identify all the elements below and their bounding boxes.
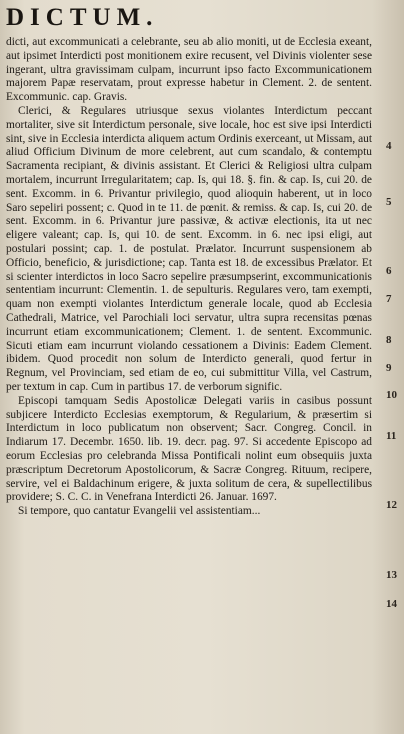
body-text [6,36,372,519]
margin-number: 11 [386,430,397,442]
running-head: DICTUM. [6,4,159,31]
margin-numbers [384,0,404,734]
margin-number: 10 [386,389,397,401]
margin-number: 9 [386,362,392,374]
margin-number: 6 [386,265,392,277]
margin-number: 5 [386,196,392,208]
paragraph-2: Clerici, & Regulares utriusque sexus violantes Interdictum peccant mortaliter, sive sit Interdictum personale, sive locale, hoc est sive ipsi Interdicti sint, sive in Ecclesia interdicta aliquem actum Ordinis exerceant, ut Missam, aut aliud Officium Divinum de more celebrent, aut cum scandalo, & contemptu Sacramenta recipiant, & divinis assistant. Et Clerici & Religiosi ultra culpam mortalem, incurrunt Irregularitatem; cap. Is, qui 18. §. fin. & cap. Is, cui 20. de sent. Excomm. in 6. Privantur privilegio, quod alioquin haberent, ut in loco Saro sepeliri possent; c. Quod in te 11. de pœnit. & remiss. & cap. Is, cui 20. de sent. Excomm. in 6. Privantur jure passivæ, & activæ electionis, ita ut nec eligere valeant; cap. Is, qui 10. de sent. Excomm. in 6. nec ipsi eligi, aut postulari possint; cap. 1. de postulat. Prælator. Incurrunt suspensionem ab Officio, beneficio, & jurisdictione; cap. Tanta est 18. de excessibus Prælator. Et si scienter interdictos in loco Sacro sepelire præsumpserint, excommunicationis sententiam incurrunt: Clementin. 1. de sepulturis. Regulares vero, tam exempti, quam non exempti violantes Interdictum generale locale, quod ab Ecclesia Cathedrali, Matrice, vel Parochiali loci servatur, ultra supra recensitas pœnas incurrunt etiam excommunicationem; Clement. 1. de sentent. Excommunic. Sicuti etiam eam incurrunt violando cessationem a Divinis: Eadem Clement. ibidem. Quod procedit non solum de Interdicto generali, quod fertur in Regnum, vel Provinciam, sed etiam de eo, cui submittitur Villa, vel Castrum, per textum in cap. Cum in partibus 17. de verborum signific. [6,104,372,393]
margin-number: 7 [386,293,392,305]
margin-number: 12 [386,499,397,511]
margin-number: 8 [386,334,392,346]
margin-number: 13 [386,569,397,581]
paragraph-4: Si tempore, quo cantatur Evangelii vel assistentiam... [18,505,261,518]
margin-number: 14 [386,598,397,610]
paragraph-3: Episcopi tamquam Sedis Apostolicæ Delegati variis in casibus possunt subjicere Interdicto Ecclesias exemptorum, & Regularium, & præsertim si Interdictum in loco publicatum non observent; Sacr. Congreg. Concil. in Indiarum 17. Decembr. 1650. lib. 19. decr. pag. 97. Si accedente Episcopo ad eorum Ecclesias pro celebranda Missa Pontificali nolint eum obsequiis juxta præscriptum Decretorum Apostolicorum, & Sacræ Congreg. Rituum, recipere, servire, vel ei Baldachinum erigere, & juxta solitum de cera, & supellectilibus providere; S. C. C. in Venefrana Interdicti 26. Januar. 1697. [6,394,372,504]
paragraph-1: dicti, aut excommunicati a celebrante, seu ab alio moniti, ut de Ecclesia exeant, aut ipsimet Interdicti post monitionem exire recusent, vel Divinis violenter sese ingerant, ultra gravissimam culpam, incurrunt ipso facto Excommunicationem majorem Papæ reservatam, prout expresse habetur in Clement. 2. de sentent. Excommunic. cap. Gravis. [6,36,372,104]
margin-number: 4 [386,140,392,152]
